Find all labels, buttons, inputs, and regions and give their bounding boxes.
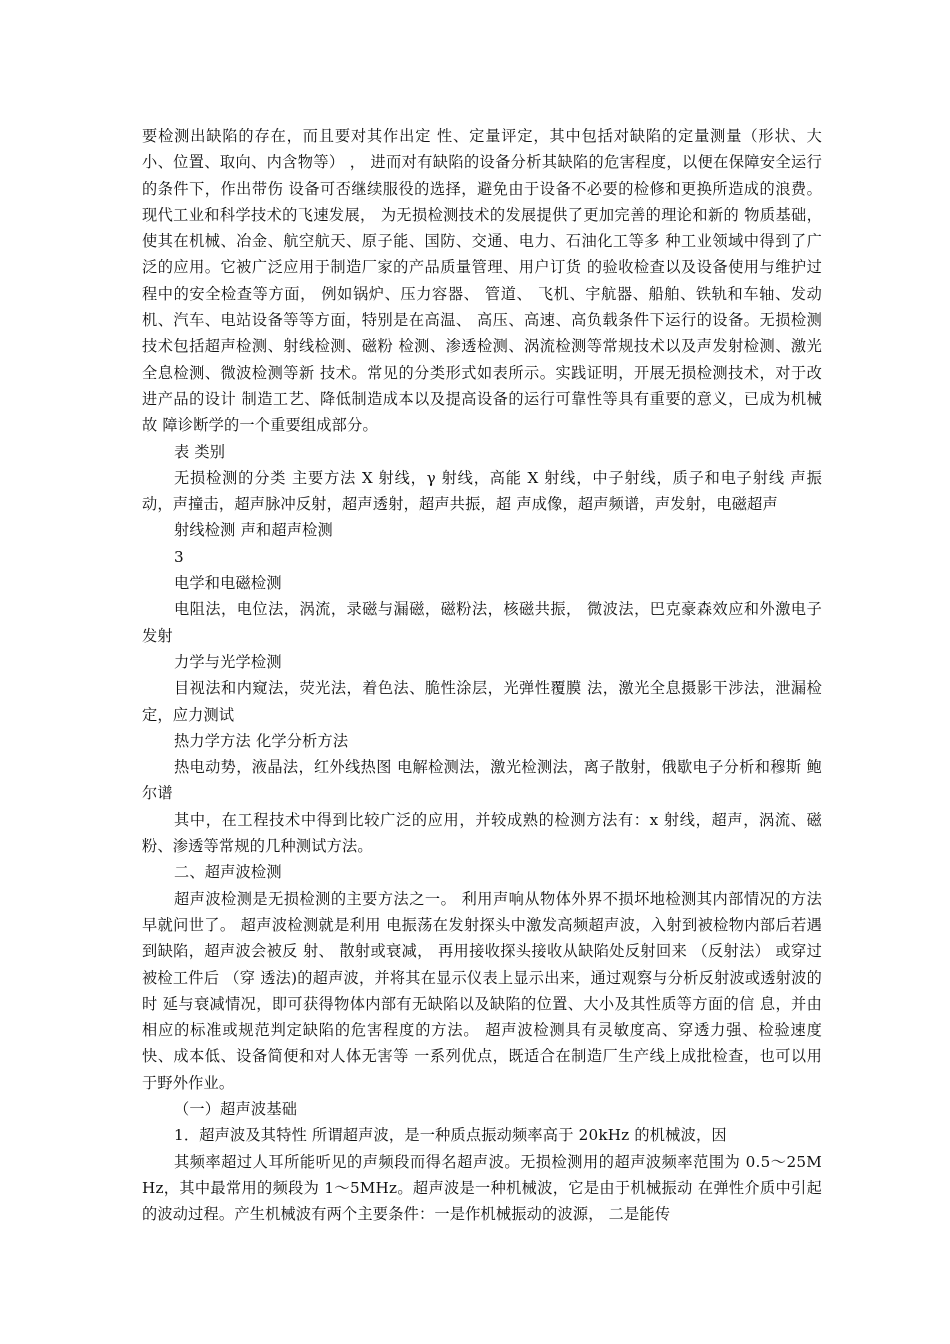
paragraph-ultrasonic: 超声波检测是无损检测的主要方法之一。 利用声响从物体外界不损坏地检测其内部情况的方法早就问世了。 超声波检测就是利用 电振荡在发射探头中激发高频超声波，入射到被检物内部后若遇到缺陷，超声波会被反 射、 散射或衰减， 再用接收探头接收从缺陷处反射回来 （反射法） 或穿过被检工件后 （穿 透法)的超声波，并将其在显示仪表上显示出来，通过观察与分析反射波或透射波的时 延与衰减情况，即可获得物体内部有无缺陷以及缺陷的位置、大小及其性质等方面的信 息，并由相应的标准或规范判定缺陷的危害程度的方法。 超声波检测具有灵敏度高、穿透力强、检验速度快、成本低、设备简便和对人体无害等 一系列优点，既适合在制造厂生产线上成批检查，也可以用于野外作业。 bbox=[142, 889, 822, 1092]
paragraph-intro: 要检测出缺陷的存在，而且要对其作出定 性、定量评定，其中包括对缺陷的定量测量（形状、大小、位置、取向、内含物等） ， 进而对有缺陷的设备分析其缺陷的危害程度，以便在保障安全运行的条件下，作出带伤 设备可否继续服役的选择，避免由于设备不必要的检修和更换所造成的浪费。 现代工业和科学技术的飞速发展， 为无损检测技术的发展提供了更加完善的理论和新的 物质基础，使其在机械、冶金、航空航天、原子能、国防、交通、电力、石油化工等多 种工业领域中得到了广泛的应用。它被广泛应用于制造厂家的产品质量管理、用户订货 的验收检查以及设备使用与维护过程中的安全检查等方面， 例如锅炉、压力容器、 管道、 飞机、宇航器、船舶、铁轨和车轴、发动机、汽车、电站设备等等方面，特别是在高温、 高压、高速、高负载条件下运行的设备。无损检测技术包括超声检测、射线检测、磁粉 检测、渗透检测、涡流检测等常规技术以及声发射检测、激光全息检测、微波检测等新 技术。常见的分类形式如表所示。实践证明，开展无损检测技术，对于改进产品的设计 制造工艺、降低制造成本以及提高设备的运行可靠性等具有重要的意义，已成为机械故 障诊断学的一个重要组成部分。 bbox=[142, 127, 822, 435]
paragraph-characteristics: 1．超声波及其特性 所谓超声波，是一种质点振动频率高于 20kHz 的机械波，因 bbox=[174, 1126, 727, 1145]
section-heading-ultrasonic: 二、超声波检测 bbox=[174, 863, 282, 882]
table-row-radiation: 射线检测 声和超声检测 bbox=[174, 521, 333, 540]
table-number: 3 bbox=[174, 547, 184, 566]
table-row-electrical-methods: 电阻法，电位法，涡流，录磁与漏磁，磁粉法，核磁共振， 微波法，巴克豪森效应和外激电子发射 bbox=[142, 600, 822, 645]
table-row-optical: 力学与光学检测 bbox=[174, 652, 282, 671]
table-caption: 表 类别 bbox=[174, 442, 226, 461]
paragraph-frequency: 其频率超过人耳所能听见的声频段而得名超声波。无损检测用的超声波频率范围为 0.5～25MHz，其中最常用的频段为 1～5MHz。超声波是一种机械波，它是由于机械振动 在弹性介质中引起的波动过程。产生机械波有两个主要条件：一是作机械振动的波源， 二是能传 bbox=[142, 1152, 822, 1224]
table-row-thermal: 热力学方法 化学分析方法 bbox=[174, 731, 349, 750]
subsection-heading-basics: （一）超声波基础 bbox=[174, 1099, 298, 1118]
table-row-header: 无损检测的分类 主要方法 X 射线，γ 射线，高能 X 射线，中子射线，质子和电子射线 声振动，声撞击，超声脉冲反射，超声透射，超声共振，超 声成像，超声频谱，声发射，电磁超声 bbox=[142, 468, 822, 514]
table-row-optical-methods: 目视法和内窥法，荧光法，着色法、脆性涂层，光弹性覆膜 法，激光全息摄影干涉法，泄漏检定，应力测试 bbox=[142, 679, 822, 724]
table-row-thermal-methods: 热电动势，液晶法，红外线热图 电解检测法，激光检测法，离子散射，俄歇电子分析和穆斯 鲍尔谱 bbox=[142, 758, 822, 803]
table-row-electrical: 电学和电磁检测 bbox=[174, 574, 282, 593]
document-page bbox=[142, 123, 822, 1227]
paragraph-common-methods: 其中，在工程技术中得到比较广泛的应用，并较成熟的检测方法有：x 射线，超声，涡流、磁粉、渗透等常规的几种测试方法。 bbox=[142, 810, 822, 856]
